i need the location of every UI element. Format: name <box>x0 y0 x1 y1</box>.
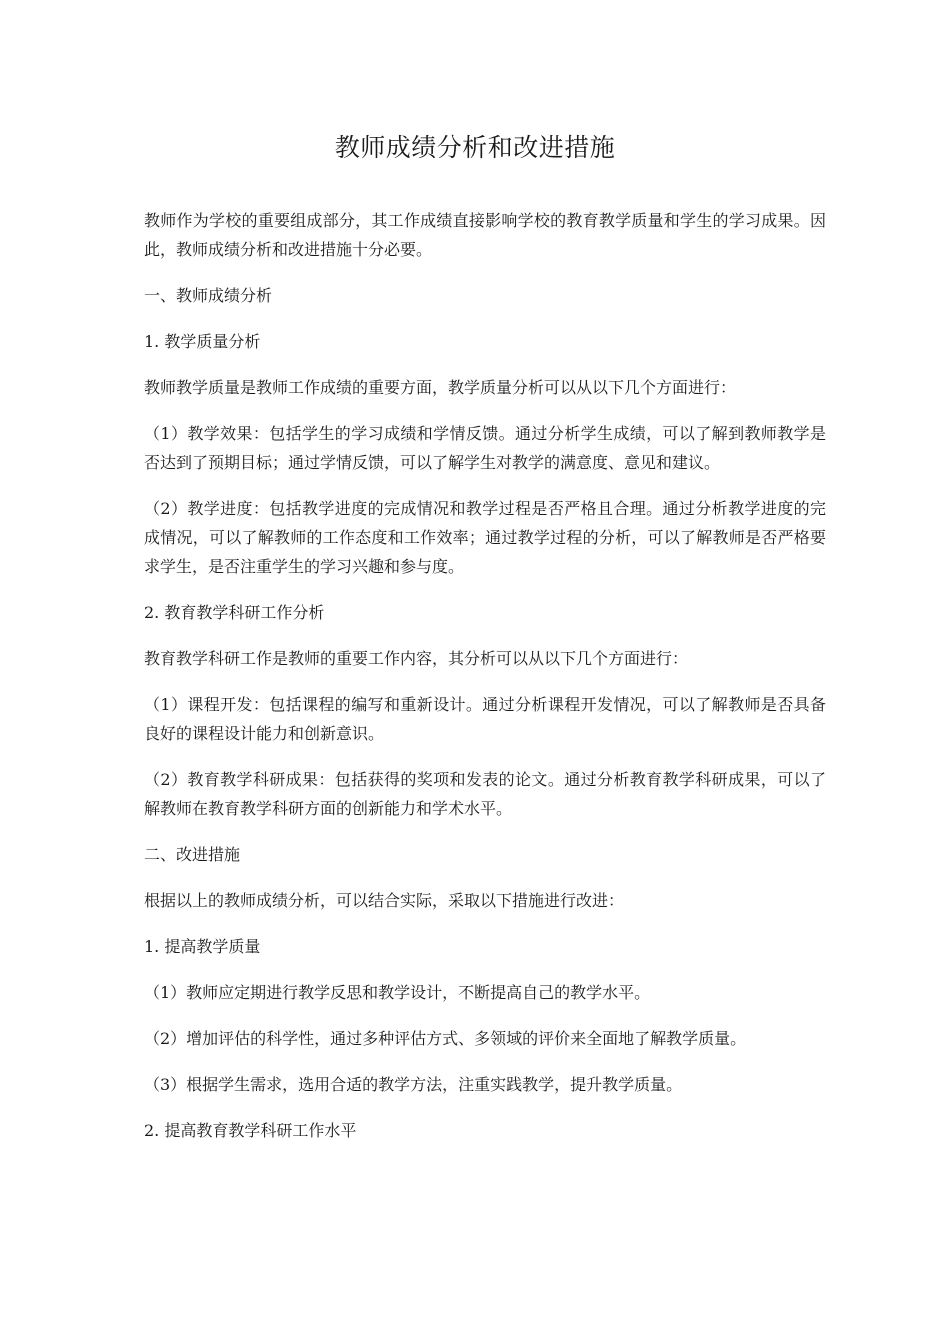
list-item: （1）教学效果：包括学生的学习成绩和学情反馈。通过分析学生成绩，可以了解到教师教学是否达到了预期目标；通过学情反馈，可以了解学生对教学的满意度、意见和建议。 <box>144 424 826 472</box>
list-item: （3）根据学生需求，选用合适的教学方法，注重实践教学，提升教学质量。 <box>144 1075 683 1094</box>
subsection-heading-improve-quality: 1. 提高教学质量 <box>144 937 261 956</box>
list-item: （1）教师应定期进行教学反思和教学设计，不断提高自己的教学水平。 <box>144 983 651 1002</box>
paragraph: 教育教学科研工作是教师的重要工作内容，其分析可以从以下几个方面进行： <box>144 649 689 668</box>
section-heading-analysis: 一、教师成绩分析 <box>144 286 273 305</box>
document-body <box>144 206 826 1162</box>
intro-paragraph: 教师作为学校的重要组成部分，其工作成绩直接影响学校的教育教学质量和学生的学习成果。因此，教师成绩分析和改进措施十分必要。 <box>144 211 826 259</box>
list-item: （2）教育教学科研成果：包括获得的奖项和发表的论文。通过分析教育教学科研成果，可以了解教师在教育教学科研方面的创新能力和学术水平。 <box>144 770 826 818</box>
section-heading-improvement: 二、改进措施 <box>144 845 241 864</box>
list-item: （2）增加评估的科学性，通过多种评估方式、多领域的评价来全面地了解教学质量。 <box>144 1029 747 1048</box>
subsection-heading-research: 2. 教育教学科研工作分析 <box>144 603 325 622</box>
paragraph: 教师教学质量是教师工作成绩的重要方面，教学质量分析可以从以下几个方面进行： <box>144 378 737 397</box>
subsection-heading-improve-research: 2. 提高教育教学科研工作水平 <box>144 1121 357 1140</box>
paragraph: 根据以上的教师成绩分析，可以结合实际，采取以下措施进行改进： <box>144 891 625 910</box>
subsection-heading-teaching-quality: 1. 教学质量分析 <box>144 332 261 351</box>
list-item: （2）教学进度：包括教学进度的完成情况和教学过程是否严格且合理。通过分析教学进度的完成情况，可以了解教师的工作态度和工作效率；通过教学过程的分析，可以了解教师是否严格要求学生，是否注重学生的学习兴趣和参与度。 <box>144 499 826 576</box>
list-item: （1）课程开发：包括课程的编写和重新设计。通过分析课程开发情况，可以了解教师是否具备良好的课程设计能力和创新意识。 <box>144 695 826 743</box>
page-title: 教师成绩分析和改进措施 <box>334 133 616 162</box>
